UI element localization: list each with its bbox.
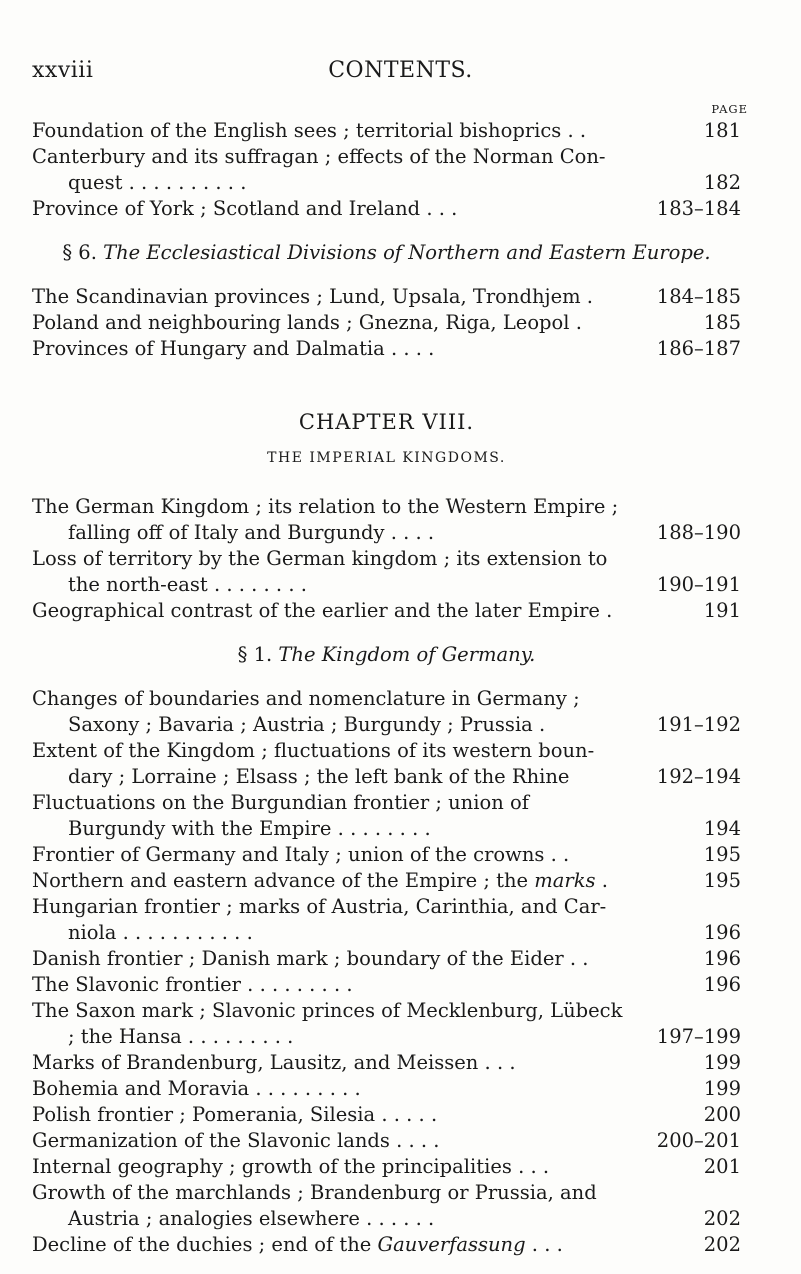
toc-entry-text: Loss of territory by the German kingdom ; its extension to the north-east — [32, 547, 608, 596]
toc-page-number: 197–199 — [656, 1025, 741, 1048]
toc-leader: . . . — [525, 1233, 563, 1256]
toc-leader: . — [580, 285, 594, 308]
toc-entry — [32, 118, 741, 144]
toc-entry-text: Frontier of Germany and Italy ; union of the crowns — [32, 843, 545, 866]
toc-entry — [32, 1076, 741, 1102]
toc-leader: . . . . . . . . — [207, 573, 307, 596]
toc-leader: . . . . . . . . . — [249, 1077, 361, 1100]
entry-group-b — [32, 284, 741, 362]
toc-entry-text: Bohemia and Moravia — [32, 1077, 250, 1100]
toc-page-number: 200–201 — [656, 1129, 741, 1152]
section-heading-6 — [32, 240, 741, 266]
toc-entry-text: The Slavonic frontier — [32, 973, 241, 996]
toc-entry-text: The Scandinavian provinces ; Lund, Upsala, Trondhjem — [32, 285, 581, 308]
toc-entry — [32, 946, 741, 972]
entry-group-d — [32, 686, 741, 1258]
section-label: § 1. — [237, 643, 273, 666]
toc-entry — [32, 738, 741, 790]
toc-entry — [32, 144, 741, 196]
chapter-subtitle: THE IMPERIAL KINGDOMS. — [267, 450, 506, 466]
toc-leader: . — [532, 713, 546, 736]
toc-entry — [32, 546, 741, 598]
toc-entry-text: Marks of Brandenburg, Lausitz, and Meissen — [32, 1051, 479, 1074]
toc-page-number: 202 — [703, 1233, 741, 1256]
toc-entry — [32, 1232, 741, 1258]
toc-page-number: 201 — [703, 1155, 741, 1178]
toc-leader: . . . . — [389, 1129, 440, 1152]
toc-leader: . . . — [478, 1051, 516, 1074]
toc-leader: . . . . . . . . . . . — [116, 921, 253, 944]
toc-entry — [32, 686, 741, 738]
toc-page-number: 195 — [703, 843, 741, 866]
toc-page-number: 202 — [703, 1207, 741, 1230]
toc-entry-text: Canterbury and its suffragan ; effects of the Norman Con-quest — [32, 145, 606, 194]
toc-page-number: 186–187 — [656, 337, 741, 360]
italic-term: Gauverfassung — [377, 1233, 526, 1256]
toc-leader: . . . . . . . . . . — [122, 171, 247, 194]
page-title: CONTENTS. — [328, 58, 473, 83]
toc-entry — [32, 868, 741, 894]
toc-entry — [32, 842, 741, 868]
toc-page-number: 181 — [703, 119, 741, 142]
contents-body — [32, 118, 741, 1258]
toc-page-number: 194 — [703, 817, 741, 840]
toc-page-number: 199 — [703, 1051, 741, 1074]
toc-entry-text: Polish frontier ; Pomerania, Silesia — [32, 1103, 376, 1126]
toc-entry-text: Northern and eastern advance of the Empire ; the marks — [32, 869, 596, 892]
toc-leader: . . . . . . . . . — [240, 973, 353, 996]
toc-page-number: 190–191 — [656, 573, 741, 596]
toc-leader: . — [599, 599, 613, 622]
toc-entry-text: Hungarian frontier ; marks of Austria, Carinthia, and Car-niola — [32, 895, 607, 944]
section-label: § 6. — [62, 241, 97, 264]
italic-term: marks — [534, 869, 596, 892]
section-title: The Kingdom of Germany. — [278, 643, 536, 666]
toc-leader: . . . . . . . . . — [181, 1025, 294, 1048]
toc-entry — [32, 196, 741, 222]
toc-leader: . . . . — [384, 521, 435, 544]
toc-page-number: 184–185 — [656, 285, 741, 308]
toc-entry-text: Changes of boundaries and nomenclature in Germany ; Saxony ; Bavaria ; Austria ; Burgundy ; Prussia — [32, 687, 580, 736]
page-number: xxviii — [32, 58, 94, 83]
toc-page-number: 191 — [703, 599, 741, 622]
toc-leader: . . . — [420, 197, 458, 220]
entry-group-c — [32, 494, 741, 624]
toc-page-number: 196 — [703, 973, 741, 996]
toc-leader: . . . . . — [375, 1103, 438, 1126]
toc-entry-text: Poland and neighbouring lands ; Gnezna, Riga, Leopol — [32, 311, 570, 334]
toc-entry — [32, 310, 741, 336]
entry-group-a — [32, 118, 741, 222]
toc-entry — [32, 1154, 741, 1180]
toc-entry — [32, 1102, 741, 1128]
toc-page-number: 195 — [703, 869, 741, 892]
toc-entry — [32, 998, 741, 1050]
page-column-label: PAGE — [711, 102, 748, 116]
toc-page-number: 185 — [703, 311, 741, 334]
toc-page-number: 196 — [703, 921, 741, 944]
toc-entry — [32, 790, 741, 842]
toc-entry — [32, 284, 741, 310]
toc-entry-text: Provinces of Hungary and Dalmatia — [32, 337, 385, 360]
toc-leader: . . . — [511, 1155, 550, 1178]
toc-entry — [32, 494, 741, 546]
toc-page-number: 192–194 — [656, 765, 741, 788]
toc-entry — [32, 336, 741, 362]
toc-entry-text: Internal geography ; growth of the principalities — [32, 1155, 512, 1178]
toc-entry — [32, 972, 741, 998]
toc-entry-text: Province of York ; Scotland and Ireland — [32, 197, 421, 220]
toc-page-number: 183–184 — [656, 197, 741, 220]
toc-page-number: 182 — [703, 171, 741, 194]
toc-entry-text: Growth of the marchlands ; Brandenburg or Prussia, and Austria ; analogies elsewhere — [32, 1181, 597, 1230]
toc-entry-text: Geographical contrast of the earlier and the later Empire — [32, 599, 600, 622]
toc-page-number: 191–192 — [656, 713, 741, 736]
toc-entry-text: Germanization of the Slavonic lands — [32, 1129, 390, 1152]
toc-leader: . . . . . . . . — [331, 817, 431, 840]
toc-page-number: 196 — [703, 947, 741, 970]
toc-leader: . . — [561, 119, 587, 142]
toc-entry — [32, 1050, 741, 1076]
toc-entry — [32, 894, 741, 946]
toc-page-number: 200 — [703, 1103, 741, 1126]
toc-entry — [32, 598, 741, 624]
toc-entry-text: The German Kingdom ; its relation to the Western Empire ; falling off of Italy and Burgundy — [32, 495, 619, 544]
toc-leader: . . — [563, 947, 589, 970]
toc-leader: . . — [544, 843, 570, 866]
toc-entry-text: Danish frontier ; Danish mark ; boundary of the Eider — [32, 947, 564, 970]
toc-entry-text: Decline of the duchies ; end of the Gauverfassung — [32, 1233, 526, 1256]
toc-page-number: 188–190 — [656, 521, 741, 544]
toc-page-number: 199 — [703, 1077, 741, 1100]
toc-entry-text: The Saxon mark ; Slavonic princes of Mecklenburg, Lübeck ; the Hansa — [32, 999, 623, 1048]
toc-leader: . . . . . . — [359, 1207, 435, 1230]
toc-entry-text: Fluctuations on the Burgundian frontier ; union of Burgundy with the Empire — [32, 791, 529, 840]
section-title: The Ecclesiastical Divisions of Northern and Eastern Europe. — [103, 241, 711, 264]
toc-leader: . — [569, 311, 582, 334]
section-heading-1 — [32, 642, 741, 668]
toc-entry-text: Foundation of the English sees ; territorial bishoprics — [32, 119, 562, 142]
toc-leader: . . . . — [384, 337, 435, 360]
toc-leader: . — [595, 869, 608, 892]
toc-entry-text: Extent of the Kingdom ; fluctuations of its western boun-dary ; Lorraine ; Elsass ; the left bank of the Rhine — [32, 739, 595, 788]
toc-entry — [32, 1180, 741, 1232]
chapter-title: CHAPTER VIII. — [298, 410, 475, 434]
toc-entry — [32, 1128, 741, 1154]
